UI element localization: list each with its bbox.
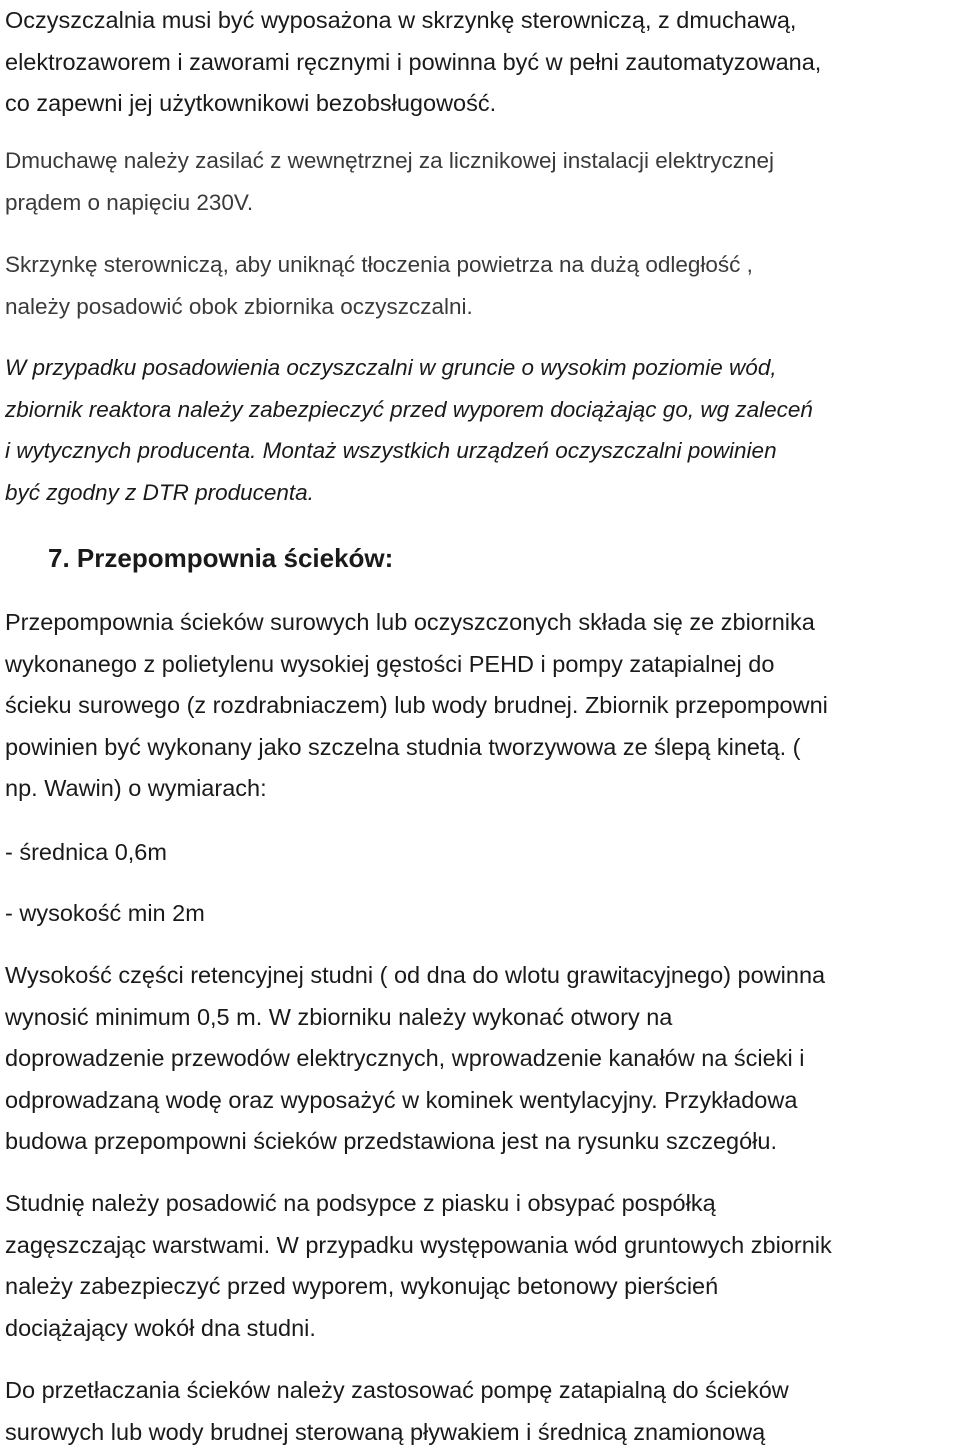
paragraph-blower-power bbox=[5, 140, 774, 223]
text-line: Przepompownia ścieków surowych lub oczyszczonych składa się ze zbiornika bbox=[5, 602, 828, 644]
text-line: zbiornik reaktora należy zabezpieczyć przed wyporem dociążając go, wg zaleceń bbox=[5, 389, 813, 431]
paragraph-control-box-placement bbox=[5, 244, 753, 327]
text-line: elektrozaworem i zaworami ręcznymi i powinna być w pełni zautomatyzowana, bbox=[5, 42, 821, 84]
list-item-height: - wysokość min 2m bbox=[5, 893, 205, 935]
text-line: surowych lub wody brudnej sterowaną pływakiem i średnicą znamionową bbox=[5, 1412, 789, 1453]
paragraph-control-box bbox=[5, 0, 821, 125]
text-line: dociążający wokół dna studni. bbox=[5, 1308, 832, 1350]
paragraph-pumping-station bbox=[5, 602, 828, 810]
text-line: wykonanego z polietylenu wysokiej gęstości PEHD i pompy zatapialnej do bbox=[5, 644, 828, 686]
paragraph-high-groundwater bbox=[5, 347, 813, 513]
text-line: np. Wawin) o wymiarach: bbox=[5, 768, 828, 810]
text-line: Dmuchawę należy zasilać z wewnętrznej za licznikowej instalacji elektrycznej bbox=[5, 140, 774, 182]
text-line: wynosić minimum 0,5 m. W zbiorniku należy wykonać otwory na bbox=[5, 997, 825, 1039]
section-heading: 7. Przepompownia ścieków: bbox=[5, 538, 393, 580]
text-line: co zapewni jej użytkownikowi bezobsługowość. bbox=[5, 83, 821, 125]
text-line: W przypadku posadowienia oczyszczalni w gruncie o wysokim poziomie wód, bbox=[5, 347, 813, 389]
text-line: Studnię należy posadowić na podsypce z piasku i obsypać pospółką bbox=[5, 1183, 832, 1225]
text-line: odprowadzaną wodę oraz wyposażyć w kominek wentylacyjny. Przykładowa bbox=[5, 1080, 825, 1122]
text-line: i wytycznych producenta. Montaż wszystkich urządzeń oczyszczalni powinien bbox=[5, 430, 813, 472]
paragraph-well-foundation bbox=[5, 1183, 832, 1349]
text-line: Do przetłaczania ścieków należy zastosować pompę zatapialną do ścieków bbox=[5, 1370, 789, 1412]
text-line: Oczyszczalnia musi być wyposażona w skrzynkę sterowniczą, z dmuchawą, bbox=[5, 0, 821, 42]
text-line: ścieku surowego (z rozdrabniaczem) lub wody brudnej. Zbiornik przepompowni bbox=[5, 685, 828, 727]
text-line: Skrzynkę sterowniczą, aby uniknąć tłoczenia powietrza na dużą odległość , bbox=[5, 244, 753, 286]
list-item-diameter: - średnica 0,6m bbox=[5, 832, 167, 874]
text-line: budowa przepompowni ścieków przedstawiona jest na rysunku szczegółu. bbox=[5, 1121, 825, 1163]
text-line: prądem o napięciu 230V. bbox=[5, 182, 774, 224]
text-line: doprowadzenie przewodów elektrycznych, wprowadzenie kanałów na ścieki i bbox=[5, 1038, 825, 1080]
text-line: powinien być wykonany jako szczelna studnia tworzywowa ze ślepą kinetą. ( bbox=[5, 727, 828, 769]
text-line: należy zabezpieczyć przed wyporem, wykonując betonowy pierścień bbox=[5, 1266, 832, 1308]
paragraph-retention-height bbox=[5, 955, 825, 1163]
text-line: być zgodny z DTR producenta. bbox=[5, 472, 813, 514]
text-line: Wysokość części retencyjnej studni ( od dna do wlotu grawitacyjnego) powinna bbox=[5, 955, 825, 997]
text-line: należy posadowić obok zbiornika oczyszczalni. bbox=[5, 286, 753, 328]
paragraph-pump-selection bbox=[5, 1370, 789, 1453]
text-line: zagęszczając warstwami. W przypadku występowania wód gruntowych zbiornik bbox=[5, 1225, 832, 1267]
